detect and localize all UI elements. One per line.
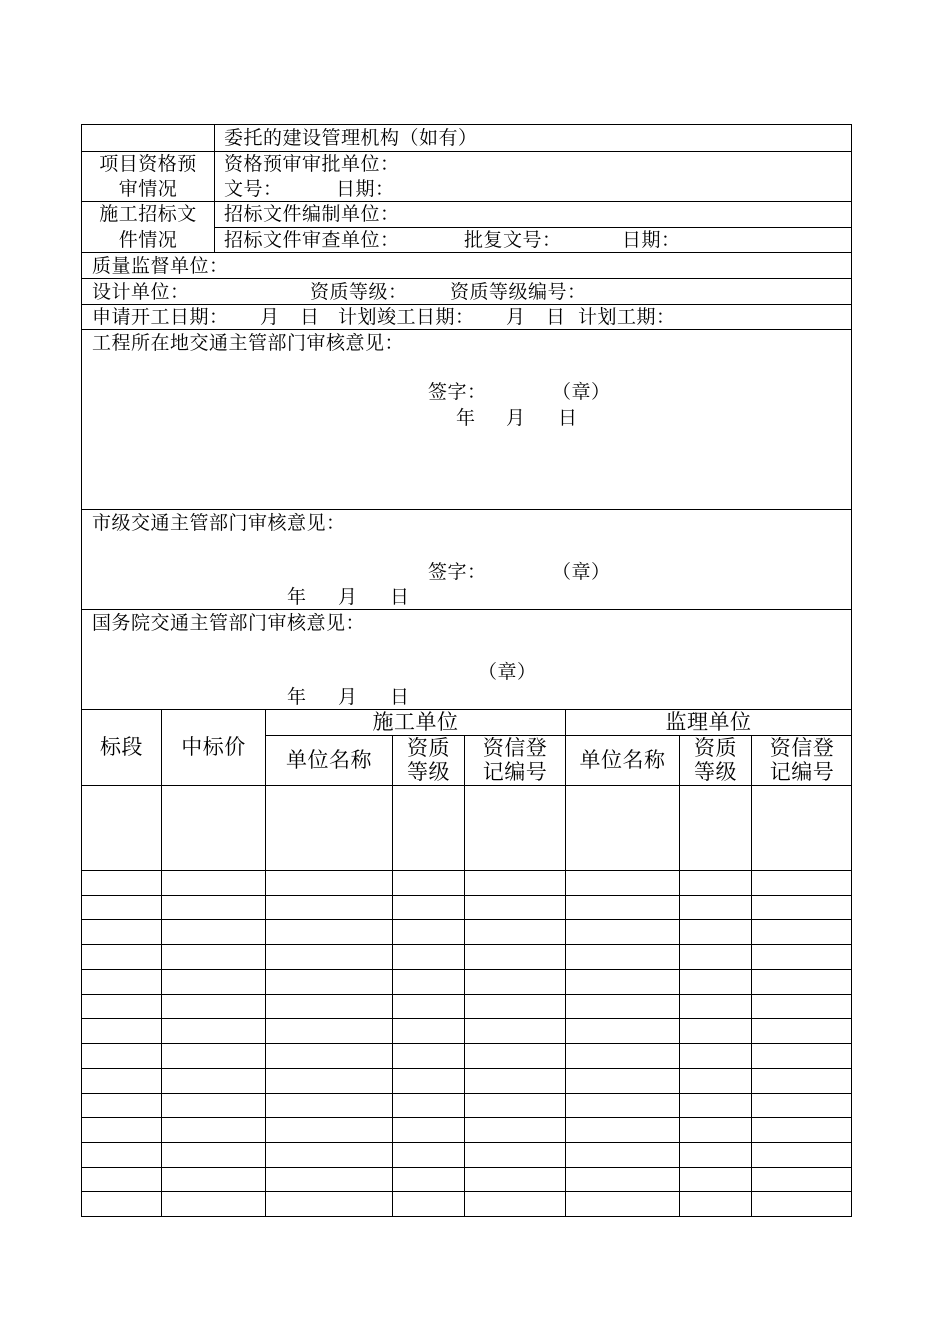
plan-period: 计划工期： [578,306,676,328]
row-divider [82,1043,851,1044]
col-divider [161,709,162,1216]
col-bid-price-header: 中标价 [181,735,246,759]
bid-review-unit: 招标文件审查单位： [224,229,400,251]
col-divider [464,735,465,1216]
row-divider [265,735,851,736]
row-divider [82,329,851,330]
start-month: 月 [260,306,280,328]
row-divider [82,609,851,610]
city-opinion-title: 市级交通主管部门审核意见： [92,512,346,534]
state-day: 日 [390,686,410,708]
row-divider [82,304,851,305]
row-divider [82,252,851,253]
row-divider [82,201,851,202]
col-divider [214,125,215,252]
row-divider [82,1093,851,1094]
row-divider [82,1068,851,1069]
row-divider [82,1191,851,1192]
row-divider [82,895,851,896]
prequal-label-line2: 审情况 [118,178,178,200]
row-divider [82,151,851,152]
prequal-doc-no: 文号： [224,178,283,200]
bid-label-line1: 施工招标文 [99,203,197,225]
row-divider [82,1167,851,1168]
row-divider [82,1142,851,1143]
supervision-reg-header-l2: 记编号 [769,760,835,784]
row-divider [82,785,851,786]
col-section-header: 标段 [100,735,143,759]
prequal-date: 日期： [336,178,395,200]
construction-unit-name-header: 单位名称 [286,748,372,772]
state-year: 年 [287,686,307,708]
quality-unit: 质量监督单位： [92,255,229,277]
start-day: 日 [300,306,320,328]
col-divider [751,735,752,1216]
col-divider [565,709,566,1216]
city-day: 日 [390,586,410,608]
bid-label-line2: 件情况 [118,229,178,251]
row-divider [82,1117,851,1118]
supervision-grade-header-l2: 等级 [694,760,737,784]
start-date: 申请开工日期： [92,306,229,328]
design-grade: 资质等级： [310,281,408,303]
local-year: 年 [456,407,476,429]
application-form [81,124,852,1217]
local-month: 月 [506,407,526,429]
row-divider [82,994,851,995]
supervision-unit-name-header: 单位名称 [579,748,666,772]
construction-grade-header-l1: 资质 [407,736,450,760]
prequal-label-line1: 项目资格预 [99,153,197,175]
row-divider [82,870,851,871]
local-day: 日 [558,407,578,429]
design-unit: 设计单位： [92,281,190,303]
local-seal: （章） [552,381,611,403]
city-month: 月 [338,586,358,608]
state-month: 月 [338,686,358,708]
supervision-grade-header-l1: 资质 [694,736,737,760]
construction-reg-header-l2: 记编号 [482,760,548,784]
col-divider [392,735,393,1216]
supervision-group-header: 监理单位 [665,710,752,734]
bid-reply-no: 批复文号： [464,229,562,251]
state-seal: （章） [478,661,537,683]
col-divider [679,735,680,1216]
bid-date: 日期： [622,229,681,251]
supervision-reg-header-l1: 资信登 [769,736,835,760]
construction-grade-header-l2: 等级 [407,760,450,784]
row-divider [82,944,851,945]
city-sign: 签字： [428,561,487,583]
row-divider [82,278,851,279]
col-divider [265,709,266,1216]
city-year: 年 [287,586,307,608]
construction-reg-header-l1: 资信登 [482,736,548,760]
local-opinion-title: 工程所在地交通主管部门审核意见： [92,332,405,354]
finish-date: 计划竣工日期： [338,306,475,328]
design-grade-no: 资质等级编号： [450,281,587,303]
state-opinion-title: 国务院交通主管部门审核意见： [92,612,366,634]
row-divider [82,919,851,920]
bid-compile-unit: 招标文件编制单位： [224,203,400,225]
row-divider [214,227,851,228]
row-divider [82,509,851,510]
prequal-approval-unit: 资格预审审批单位： [224,153,400,175]
finish-month: 月 [506,306,526,328]
construction-group-header: 施工单位 [372,710,459,734]
city-seal: （章） [552,561,611,583]
finish-day: 日 [546,306,566,328]
agency-label: 委托的建设管理机构（如有） [224,127,478,149]
row-divider [82,1018,851,1019]
local-sign: 签字： [428,381,487,403]
row-divider [82,969,851,970]
